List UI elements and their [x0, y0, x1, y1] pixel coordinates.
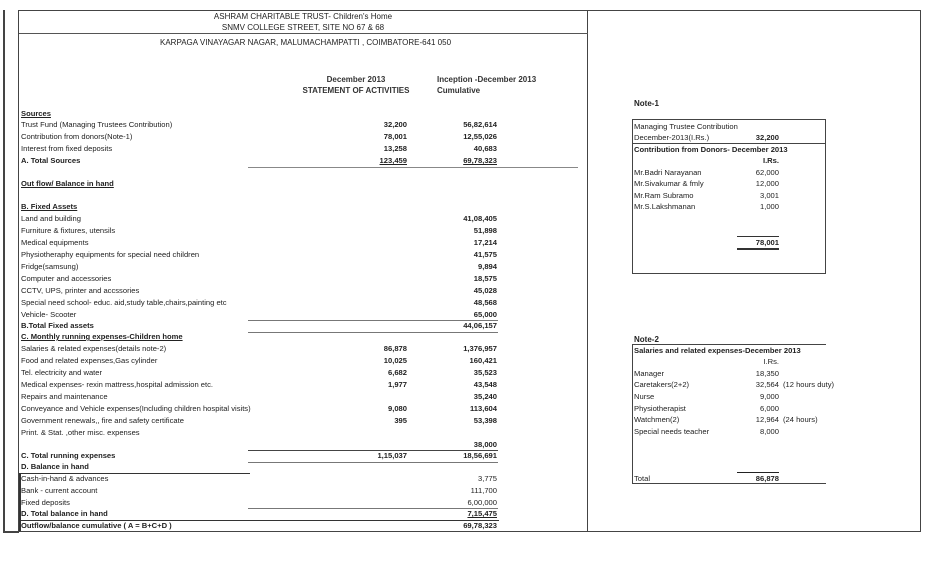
row-label: Medical equipments	[21, 238, 89, 247]
salary-amount: 12,964	[755, 415, 779, 424]
table-row	[21, 273, 581, 285]
donor-amount: 12,000	[755, 179, 779, 188]
row-cum-value: 56,82,614	[463, 120, 497, 129]
row-cum-value: 35,523	[473, 368, 497, 377]
row-dec-value: 86,878	[383, 344, 407, 353]
total-sources-row	[21, 155, 581, 167]
row-cum-value: 38,000	[473, 440, 497, 449]
row-cum-value: 18,575	[473, 274, 497, 283]
row-label: Contribution from donors(Note-1)	[21, 132, 133, 141]
row-label: Government renewals,, fire and safety certificate	[21, 416, 184, 425]
balance-left-rule	[19, 473, 21, 531]
balance-heading: D. Balance in hand	[21, 462, 89, 471]
row-label: Physiotheraphy equipments for special need children	[21, 250, 200, 259]
running-expenses-heading: C. Monthly running expenses-Children home	[21, 332, 183, 341]
outflow-heading-row	[21, 178, 581, 190]
column-statement-title: STATEMENT OF ACTIVITIES	[302, 86, 410, 95]
row-cum-value: 6,00,000	[467, 498, 497, 507]
row-label: CCTV, UPS, printer and accssories	[21, 286, 140, 295]
salary-amount: 6,000	[759, 404, 779, 413]
table-row	[21, 237, 581, 249]
row-dec-value: 123,459	[379, 156, 407, 165]
row-cum-value: 18,56,691	[463, 451, 497, 460]
row-label: Trust Fund (Managing Trustees Contribution)	[21, 120, 173, 129]
table-row	[21, 473, 581, 485]
note1-donors-heading: Contribution from Donors- December 2013	[634, 145, 788, 154]
row-label: Computer and accessories	[21, 274, 112, 283]
outer-bottom-border	[3, 531, 19, 533]
table-row	[21, 131, 581, 143]
donor-name: Mr.S.Lakshmanan	[634, 202, 696, 211]
table-row	[21, 391, 581, 403]
table-row	[21, 379, 581, 391]
table-row	[21, 261, 581, 273]
donor-amount: 1,000	[759, 202, 779, 211]
balance-heading-row	[21, 461, 581, 473]
row-cum-value: 69,78,323	[463, 156, 497, 165]
row-label: Conveyance and Vehicle expenses(Including children hospital visits)	[21, 404, 251, 413]
salary-amount: 18,350	[755, 369, 779, 378]
table-row	[21, 249, 581, 261]
row-label: Cash-in-hand & advances	[21, 474, 109, 483]
salary-role: Physiotherapist	[634, 404, 686, 413]
row-cum-value: 41,575	[473, 250, 497, 259]
row-label: Print. & Stat. ,other misc. expenses	[21, 428, 140, 437]
row-cum-value: 113,604	[469, 404, 497, 413]
trust-street: SNMV COLLEGE STREET, SITE NO 67 & 68	[221, 23, 385, 32]
row-cum-value: 17,214	[473, 238, 497, 247]
row-label: Fixed deposits	[21, 498, 70, 507]
row-label: Land and building	[21, 214, 81, 223]
row-label: Outflow/balance cumulative ( A = B+C+D )	[21, 521, 172, 530]
row-label: Food and related expenses,Gas cylinder	[21, 356, 158, 365]
trust-address: KARPAGA VINAYAGAR NAGAR, MALUMACHAMPATTI , COIMBATORE-641 050	[160, 38, 452, 47]
left-margin-strip	[3, 10, 19, 532]
row-cum-value: 48,568	[473, 298, 497, 307]
row-cum-value: 65,000	[473, 310, 497, 319]
note1-trustee-value: 32,200	[755, 133, 779, 142]
column-december-title: December 2013	[326, 75, 386, 84]
row-cum-value: 35,240	[473, 392, 497, 401]
table-row	[21, 143, 581, 155]
salary-role: Special needs teacher	[634, 427, 710, 436]
row-label: A. Total Sources	[21, 156, 81, 165]
row-cum-value: 53,398	[473, 416, 497, 425]
row-label: Fridge(samsung)	[21, 262, 79, 271]
row-label: Tel. electricity and water	[21, 368, 103, 377]
table-row	[21, 119, 581, 131]
table-row	[21, 225, 581, 237]
row-cum-value: 69,78,323	[463, 521, 497, 530]
row-dec-value: 6,682	[387, 368, 407, 377]
row-label: Special need school- educ. aid,study table,chairs,painting etc	[21, 298, 227, 307]
table-row	[21, 343, 581, 355]
row-cum-value: 40,683	[473, 144, 497, 153]
header-divider	[19, 33, 588, 34]
row-label: Medical expenses- rexin mattress,hospital admission etc.	[21, 380, 214, 389]
row-dec-value: 32,200	[383, 120, 407, 129]
row-label: D. Total balance in hand	[21, 509, 108, 518]
table-row	[21, 485, 581, 497]
column-december-2013	[300, 74, 412, 96]
note1-trustee-line2: December-2013(I.Rs.)	[634, 133, 710, 142]
row-label: B.Total Fixed assets	[21, 321, 94, 330]
row-cum-value: 51,898	[473, 226, 497, 235]
note2-title: Note-2	[634, 335, 659, 344]
table-row	[21, 285, 581, 297]
donor-name: Mr.Badri Narayanan	[634, 168, 702, 177]
note1-trustee-line1: Managing Trustee Contribution	[634, 122, 738, 131]
donor-name: Mr.Sivakumar & fmly	[634, 179, 704, 188]
donor-name: Mr.Ram Subramo	[634, 191, 694, 200]
table-row	[21, 355, 581, 367]
sources-heading: Sources	[21, 109, 51, 118]
row-dec-value: 9,080	[387, 404, 407, 413]
salary-role: Nurse	[634, 392, 655, 401]
fixed-assets-heading-row	[21, 201, 581, 213]
row-label: Interest from fixed deposits	[21, 144, 113, 153]
table-row	[21, 297, 581, 309]
salary-remark: (24 hours)	[783, 415, 818, 424]
row-dec-value: 13,258	[383, 144, 407, 153]
row-dec-value: 1,15,037	[377, 451, 407, 460]
rule	[248, 167, 578, 168]
note2-currency: I.Rs.	[763, 357, 779, 366]
salary-remark: (12 hours duty)	[783, 380, 835, 389]
salary-amount: 32,564	[755, 380, 779, 389]
salary-role: Watchmen(2)	[634, 415, 680, 424]
salary-amount: 9,000	[759, 392, 779, 401]
column-cumulative	[437, 74, 536, 96]
row-dec-value: 78,001	[383, 132, 407, 141]
donor-amount: 62,000	[755, 168, 779, 177]
row-cum-value: 12,55,026	[463, 132, 497, 141]
row-cum-value: 3,775	[477, 474, 497, 483]
row-cum-value: 1,376,957	[463, 344, 497, 353]
row-label: Salaries & related expenses(details note-2)	[21, 344, 167, 353]
salary-role: Caretakers(2+2)	[634, 380, 690, 389]
row-cum-value: 160,421	[469, 356, 497, 365]
row-dec-value: 1,977	[387, 380, 407, 389]
row-dec-value: 395	[394, 416, 407, 425]
row-cum-value: 43,548	[473, 380, 497, 389]
table-row	[21, 415, 581, 427]
row-cum-value: 111,700	[470, 486, 497, 495]
table-row	[21, 367, 581, 379]
outflow-heading: Out flow/ Balance in hand	[21, 179, 114, 188]
row-cum-value: 7,15,475	[467, 509, 497, 518]
row-cum-value: 44,06,157	[463, 321, 497, 330]
row-label: Furniture & fixtures, utensils	[21, 226, 116, 235]
note2-total-label: Total	[634, 474, 651, 483]
row-label: Repairs and maintenance	[21, 392, 108, 401]
note1-total: 78,001	[755, 238, 779, 247]
row-dec-value: 10,025	[383, 356, 407, 365]
fixed-assets-heading: B. Fixed Assets	[21, 202, 78, 211]
table-row	[21, 427, 581, 439]
row-label: C. Total running expenses	[21, 451, 116, 460]
total-balance-row	[21, 508, 581, 520]
donor-amount: 3,001	[759, 191, 779, 200]
note2-heading: Salaries and related expenses-December 2013	[634, 346, 801, 355]
note1-title: Note-1	[634, 99, 659, 108]
salary-role: Manager	[634, 369, 664, 378]
row-label: Vehicle- Scooter	[21, 310, 77, 319]
row-label: Bank - current account	[21, 486, 98, 495]
salary-amount: 8,000	[759, 427, 779, 436]
table-row	[21, 213, 581, 225]
trust-name: ASHRAM CHARITABLE TRUST- Children's Home	[213, 12, 393, 21]
note2-total: 86,878	[755, 474, 779, 483]
row-cum-value: 9,894	[477, 262, 497, 271]
rule	[737, 248, 779, 250]
grand-total-row	[21, 520, 581, 532]
note1-currency: I.Rs.	[762, 156, 779, 165]
row-cum-value: 41,08,405	[463, 214, 497, 223]
column-cumulative-title: Cumulative	[437, 86, 481, 95]
row-cum-value: 45,028	[473, 286, 497, 295]
table-row	[21, 403, 581, 415]
column-inception-title: Inception -December 2013	[437, 75, 537, 84]
running-expenses-heading-row	[21, 331, 581, 343]
outer-left-border	[3, 10, 5, 532]
